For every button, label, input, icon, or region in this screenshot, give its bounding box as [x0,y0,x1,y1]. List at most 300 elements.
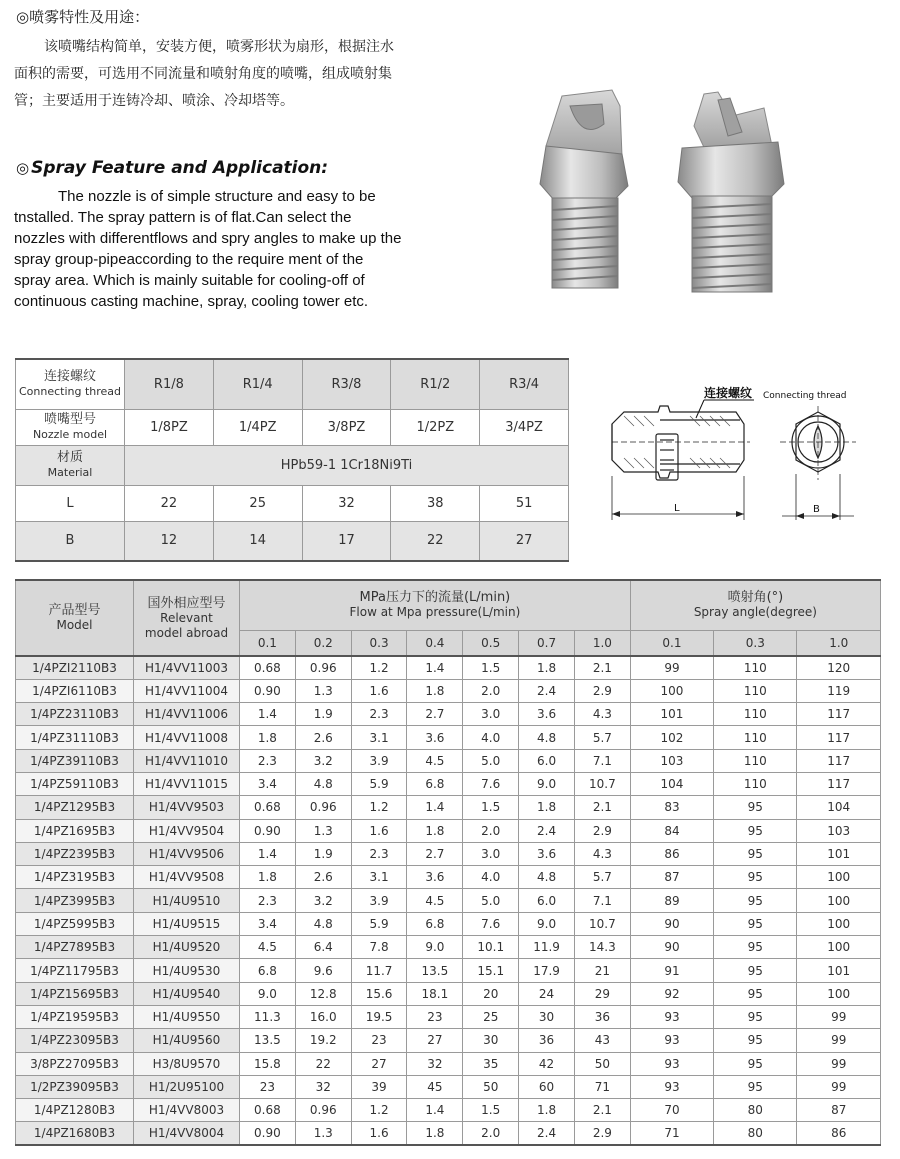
value-cell: 0.96 [295,656,351,679]
value-cell: 16.0 [295,1005,351,1028]
value-cell: 117 [797,749,881,772]
value-cell: 95 [714,936,797,959]
value-cell: 4.5 [240,936,296,959]
abroad-model-cell: H1/4U9520 [134,936,240,959]
value-cell: 9.0 [407,936,463,959]
angle-pressure-header: 1.0 [797,630,881,656]
value-cell: 95 [714,889,797,912]
spec-row-header: 喷嘴型号 Nozzle model [16,409,125,445]
abroad-model-cell: H1/4VV11015 [134,772,240,795]
table-row [16,772,881,795]
spec-cell: R1/2 [391,359,480,409]
value-cell: 2.7 [407,703,463,726]
value-cell: 4.0 [463,726,519,749]
value-cell: 6.8 [407,772,463,795]
value-cell: 27 [407,1029,463,1052]
value-cell: 3.6 [519,842,575,865]
value-cell: 21 [574,959,630,982]
value-cell: 2.6 [295,866,351,889]
spec-cell: 1/2PZ [391,409,480,445]
value-cell: 0.68 [240,1099,296,1122]
abroad-model-cell: H1/4VV11003 [134,656,240,679]
value-cell: 36 [574,1005,630,1028]
abroad-model-cell: H1/4VV9506 [134,842,240,865]
value-cell: 95 [714,866,797,889]
value-cell: 19.2 [295,1029,351,1052]
value-cell: 80 [714,1122,797,1145]
model-cell: 1/4PZ23110B3 [16,703,134,726]
value-cell: 95 [714,982,797,1005]
value-cell: 71 [574,1075,630,1098]
spec-cell: 25 [213,485,302,521]
value-cell: 3.9 [351,749,407,772]
value-cell: 110 [714,656,797,679]
value-cell: 3.1 [351,866,407,889]
value-cell: 95 [714,819,797,842]
spec-row-header: 材质 Material [16,445,125,485]
value-cell: 93 [630,1029,713,1052]
model-cell: 1/4PZ5995B3 [16,912,134,935]
flow-pressure-header: 0.7 [519,630,575,656]
flow-pressure-header: 1.0 [574,630,630,656]
table-row [16,1075,881,1098]
value-cell: 3.6 [407,866,463,889]
spec-material-cell: HPb59-1 1Cr18Ni9Ti [125,445,569,485]
flow-table [15,579,881,1146]
table-row [16,936,881,959]
value-cell: 4.5 [407,749,463,772]
value-cell: 3.4 [240,912,296,935]
value-cell: 1.8 [407,1122,463,1145]
table-row [16,842,881,865]
value-cell: 35 [463,1052,519,1075]
value-cell: 23 [407,1005,463,1028]
value-cell: 23 [240,1075,296,1098]
value-cell: 6.8 [407,912,463,935]
value-cell: 0.68 [240,796,296,819]
value-cell: 3.2 [295,889,351,912]
value-cell: 17.9 [519,959,575,982]
abroad-model-cell: H1/4U9510 [134,889,240,912]
value-cell: 2.1 [574,656,630,679]
value-cell: 15.6 [351,982,407,1005]
value-cell: 60 [519,1075,575,1098]
value-cell: 0.96 [295,796,351,819]
value-cell: 93 [630,1005,713,1028]
value-cell: 110 [714,703,797,726]
value-cell: 5.0 [463,749,519,772]
drawing-label-B: B [813,504,820,515]
value-cell: 101 [630,703,713,726]
value-cell: 36 [519,1029,575,1052]
value-cell: 99 [797,1005,881,1028]
value-cell: 110 [714,726,797,749]
value-cell: 1.2 [351,796,407,819]
table-row [16,679,881,702]
value-cell: 4.8 [295,772,351,795]
value-cell: 2.0 [463,819,519,842]
value-cell: 90 [630,912,713,935]
value-cell: 1.3 [295,679,351,702]
value-cell: 2.0 [463,679,519,702]
value-cell: 0.90 [240,679,296,702]
en-section-title [16,158,328,178]
value-cell: 9.0 [519,912,575,935]
value-cell: 0.90 [240,1122,296,1145]
value-cell: 90 [630,936,713,959]
flow-pressure-header: 0.4 [407,630,463,656]
spec-cell: 1/8PZ [125,409,214,445]
value-cell: 2.9 [574,819,630,842]
angle-pressure-header: 0.1 [630,630,713,656]
value-cell: 100 [797,866,881,889]
spec-cell: 12 [125,521,214,561]
spec-cell: 27 [480,521,569,561]
value-cell: 70 [630,1099,713,1122]
value-cell: 27 [351,1052,407,1075]
value-cell: 4.3 [574,703,630,726]
value-cell: 95 [714,1029,797,1052]
value-cell: 5.7 [574,726,630,749]
value-cell: 91 [630,959,713,982]
value-cell: 4.0 [463,866,519,889]
value-cell: 19.5 [351,1005,407,1028]
value-cell: 0.96 [295,1099,351,1122]
value-cell: 110 [714,772,797,795]
value-cell: 117 [797,726,881,749]
spec-cell: 22 [391,521,480,561]
value-cell: 2.9 [574,1122,630,1145]
value-cell: 3.2 [295,749,351,772]
value-cell: 9.0 [519,772,575,795]
value-cell: 86 [797,1122,881,1145]
value-cell: 3.9 [351,889,407,912]
spec-cell: 1/4PZ [213,409,302,445]
value-cell: 7.6 [463,912,519,935]
table-row [16,1099,881,1122]
value-cell: 1.8 [407,679,463,702]
value-cell: 100 [797,912,881,935]
value-cell: 99 [797,1029,881,1052]
value-cell: 10.7 [574,772,630,795]
model-cell: 1/4PZ31110B3 [16,726,134,749]
value-cell: 99 [797,1075,881,1098]
table-row [16,656,881,679]
header-flow: MPa压力下的流量(L/min) Flow at Mpa pressure(L/min) [240,580,631,630]
table-row [16,1122,881,1145]
value-cell: 15.8 [240,1052,296,1075]
flow-pressure-header: 0.3 [351,630,407,656]
value-cell: 71 [630,1122,713,1145]
en-paragraph-text: The nozzle is of simple structure and easy to be tnstalled. The spray pattern is of flat.Can select the nozzles with differentflows and spry angles to make up the spray group-pipeaccording to the require ment of the spray area. Which is mainly suitable for cooling-off of continuous casting machine, spray, cooling tower etc. [14,188,402,310]
value-cell: 2.3 [240,889,296,912]
value-cell: 7.8 [351,936,407,959]
model-cell: 1/4PZ1680B3 [16,1122,134,1145]
circle-mark-icon: ◎ [16,159,30,177]
model-cell: 1/4PZ59110B3 [16,772,134,795]
value-cell: 7.6 [463,772,519,795]
value-cell: 30 [519,1005,575,1028]
value-cell: 9.6 [295,959,351,982]
abroad-model-cell: H3/8U9570 [134,1052,240,1075]
spec-cell: 3/8PZ [302,409,391,445]
abroad-model-cell: H1/4VV11008 [134,726,240,749]
table-row [16,819,881,842]
value-cell: 1.8 [240,866,296,889]
value-cell: 100 [797,982,881,1005]
drawing-thread-zh: 连接螺纹 [704,386,753,400]
value-cell: 50 [574,1052,630,1075]
zh-section-paragraph [14,34,399,115]
value-cell: 25 [463,1005,519,1028]
model-cell: 1/2PZ39095B3 [16,1075,134,1098]
value-cell: 93 [630,1075,713,1098]
value-cell: 18.1 [407,982,463,1005]
header-abroad: 国外相应型号 Relevant model abroad [134,580,240,656]
value-cell: 1.5 [463,1099,519,1122]
abroad-model-cell: H1/4VV9503 [134,796,240,819]
model-cell: 1/4PZI2110B3 [16,656,134,679]
value-cell: 13.5 [240,1029,296,1052]
value-cell: 95 [714,796,797,819]
header-angle: 喷射角(°) Spray angle(degree) [630,580,880,630]
spec-cell: R1/4 [213,359,302,409]
technical-drawing [600,380,870,525]
model-cell: 1/4PZ11795B3 [16,959,134,982]
value-cell: 0.90 [240,819,296,842]
value-cell: 32 [407,1052,463,1075]
value-cell: 1.4 [240,842,296,865]
value-cell: 120 [797,656,881,679]
value-cell: 3.4 [240,772,296,795]
value-cell: 104 [797,796,881,819]
value-cell: 100 [797,889,881,912]
value-cell: 2.4 [519,1122,575,1145]
value-cell: 1.8 [519,656,575,679]
value-cell: 87 [630,866,713,889]
model-cell: 1/4PZ3995B3 [16,889,134,912]
table-row [16,796,881,819]
value-cell: 86 [630,842,713,865]
en-section-paragraph [14,186,402,312]
value-cell: 4.5 [407,889,463,912]
value-cell: 95 [714,1052,797,1075]
model-cell: 1/4PZ15695B3 [16,982,134,1005]
value-cell: 6.8 [240,959,296,982]
abroad-model-cell: H1/4VV9508 [134,866,240,889]
model-cell: 1/4PZI6110B3 [16,679,134,702]
value-cell: 110 [714,679,797,702]
value-cell: 6.4 [295,936,351,959]
value-cell: 23 [351,1029,407,1052]
spec-row-header: L [16,485,125,521]
value-cell: 95 [714,1075,797,1098]
model-cell: 1/4PZ23095B3 [16,1029,134,1052]
nozzle-product-photo [532,86,792,302]
value-cell: 20 [463,982,519,1005]
value-cell: 83 [630,796,713,819]
abroad-model-cell: H1/4VV11004 [134,679,240,702]
value-cell: 6.0 [519,749,575,772]
header-model: 产品型号 Model [16,580,134,656]
flow-pressure-header: 0.5 [463,630,519,656]
value-cell: 1.5 [463,656,519,679]
value-cell: 100 [797,936,881,959]
table-row [16,726,881,749]
spec-cell: 22 [125,485,214,521]
value-cell: 14.3 [574,936,630,959]
value-cell: 2.4 [519,819,575,842]
value-cell: 99 [797,1052,881,1075]
table-row [16,959,881,982]
value-cell: 95 [714,912,797,935]
value-cell: 6.0 [519,889,575,912]
value-cell: 1.4 [407,656,463,679]
value-cell: 39 [351,1075,407,1098]
value-cell: 2.3 [351,842,407,865]
value-cell: 84 [630,819,713,842]
model-cell: 1/4PZ19595B3 [16,1005,134,1028]
table-row [16,1005,881,1028]
spec-row-header: B [16,521,125,561]
value-cell: 1.9 [295,842,351,865]
value-cell: 2.7 [407,842,463,865]
value-cell: 42 [519,1052,575,1075]
front-view-icon [780,406,856,480]
spec-cell: 38 [391,485,480,521]
angle-pressure-header: 0.3 [714,630,797,656]
value-cell: 2.9 [574,679,630,702]
drawing-label-L: L [674,503,680,514]
value-cell: 3.6 [519,703,575,726]
value-cell: 4.8 [295,912,351,935]
value-cell: 95 [714,842,797,865]
spec-cell: 14 [213,521,302,561]
value-cell: 2.1 [574,1099,630,1122]
value-cell: 1.2 [351,1099,407,1122]
abroad-model-cell: H1/4VV8004 [134,1122,240,1145]
abroad-model-cell: H1/4U9560 [134,1029,240,1052]
table-row [16,866,881,889]
spec-cell: 17 [302,521,391,561]
value-cell: 3.6 [407,726,463,749]
drawing-thread-en: Connecting thread [763,391,847,401]
value-cell: 119 [797,679,881,702]
value-cell: 12.8 [295,982,351,1005]
abroad-model-cell: H1/4VV11010 [134,749,240,772]
value-cell: 7.1 [574,889,630,912]
nozzle-right-icon [678,92,784,292]
table-row [16,749,881,772]
value-cell: 11.3 [240,1005,296,1028]
abroad-model-cell: H1/2U95100 [134,1075,240,1098]
spec-cell: 32 [302,485,391,521]
value-cell: 10.1 [463,936,519,959]
value-cell: 2.3 [240,749,296,772]
value-cell: 103 [630,749,713,772]
abroad-model-cell: H1/4VV11006 [134,703,240,726]
abroad-model-cell: H1/4U9530 [134,959,240,982]
value-cell: 1.3 [295,1122,351,1145]
value-cell: 1.4 [407,1099,463,1122]
value-cell: 89 [630,889,713,912]
table-row [16,1052,881,1075]
value-cell: 29 [574,982,630,1005]
value-cell: 87 [797,1099,881,1122]
value-cell: 95 [714,959,797,982]
value-cell: 3.0 [463,842,519,865]
value-cell: 110 [714,749,797,772]
value-cell: 1.5 [463,796,519,819]
value-cell: 43 [574,1029,630,1052]
en-title-text: Spray Feature and Application: [31,158,329,178]
flow-pressure-header: 0.1 [240,630,296,656]
model-cell: 1/4PZ1295B3 [16,796,134,819]
value-cell: 1.4 [407,796,463,819]
value-cell: 5.7 [574,866,630,889]
value-cell: 2.1 [574,796,630,819]
value-cell: 45 [407,1075,463,1098]
spec-row-header: 连接螺纹 Connecting thread [16,359,125,409]
table-row [16,703,881,726]
abroad-model-cell: H1/4U9515 [134,912,240,935]
spec-cell: R1/8 [125,359,214,409]
model-cell: 1/4PZ1695B3 [16,819,134,842]
table-row [16,1029,881,1052]
spec-cell: 3/4PZ [480,409,569,445]
flow-pressure-header: 0.2 [295,630,351,656]
abroad-model-cell: H1/4VV9504 [134,819,240,842]
value-cell: 2.4 [519,679,575,702]
value-cell: 3.1 [351,726,407,749]
value-cell: 5.0 [463,889,519,912]
value-cell: 3.0 [463,703,519,726]
value-cell: 15.1 [463,959,519,982]
abroad-model-cell: H1/4VV8003 [134,1099,240,1122]
value-cell: 1.8 [519,1099,575,1122]
model-cell: 1/4PZ1280B3 [16,1099,134,1122]
value-cell: 101 [797,842,881,865]
value-cell: 7.1 [574,749,630,772]
nozzle-left-icon [540,90,628,288]
value-cell: 104 [630,772,713,795]
value-cell: 95 [714,1005,797,1028]
value-cell: 2.0 [463,1122,519,1145]
value-cell: 32 [295,1075,351,1098]
value-cell: 11.7 [351,959,407,982]
value-cell: 5.9 [351,912,407,935]
table-row [16,912,881,935]
value-cell: 1.8 [240,726,296,749]
value-cell: 9.0 [240,982,296,1005]
value-cell: 30 [463,1029,519,1052]
value-cell: 11.9 [519,936,575,959]
abroad-model-cell: H1/4U9540 [134,982,240,1005]
spec-cell: R3/8 [302,359,391,409]
value-cell: 1.9 [295,703,351,726]
zh-section-title: ◎喷雾特性及用途： [16,8,150,26]
value-cell: 1.8 [519,796,575,819]
value-cell: 13.5 [407,959,463,982]
model-cell: 3/8PZ27095B3 [16,1052,134,1075]
spec-cell: R3/4 [480,359,569,409]
value-cell: 102 [630,726,713,749]
spec-table [15,358,569,562]
value-cell: 117 [797,772,881,795]
value-cell: 1.6 [351,679,407,702]
value-cell: 2.6 [295,726,351,749]
value-cell: 100 [630,679,713,702]
